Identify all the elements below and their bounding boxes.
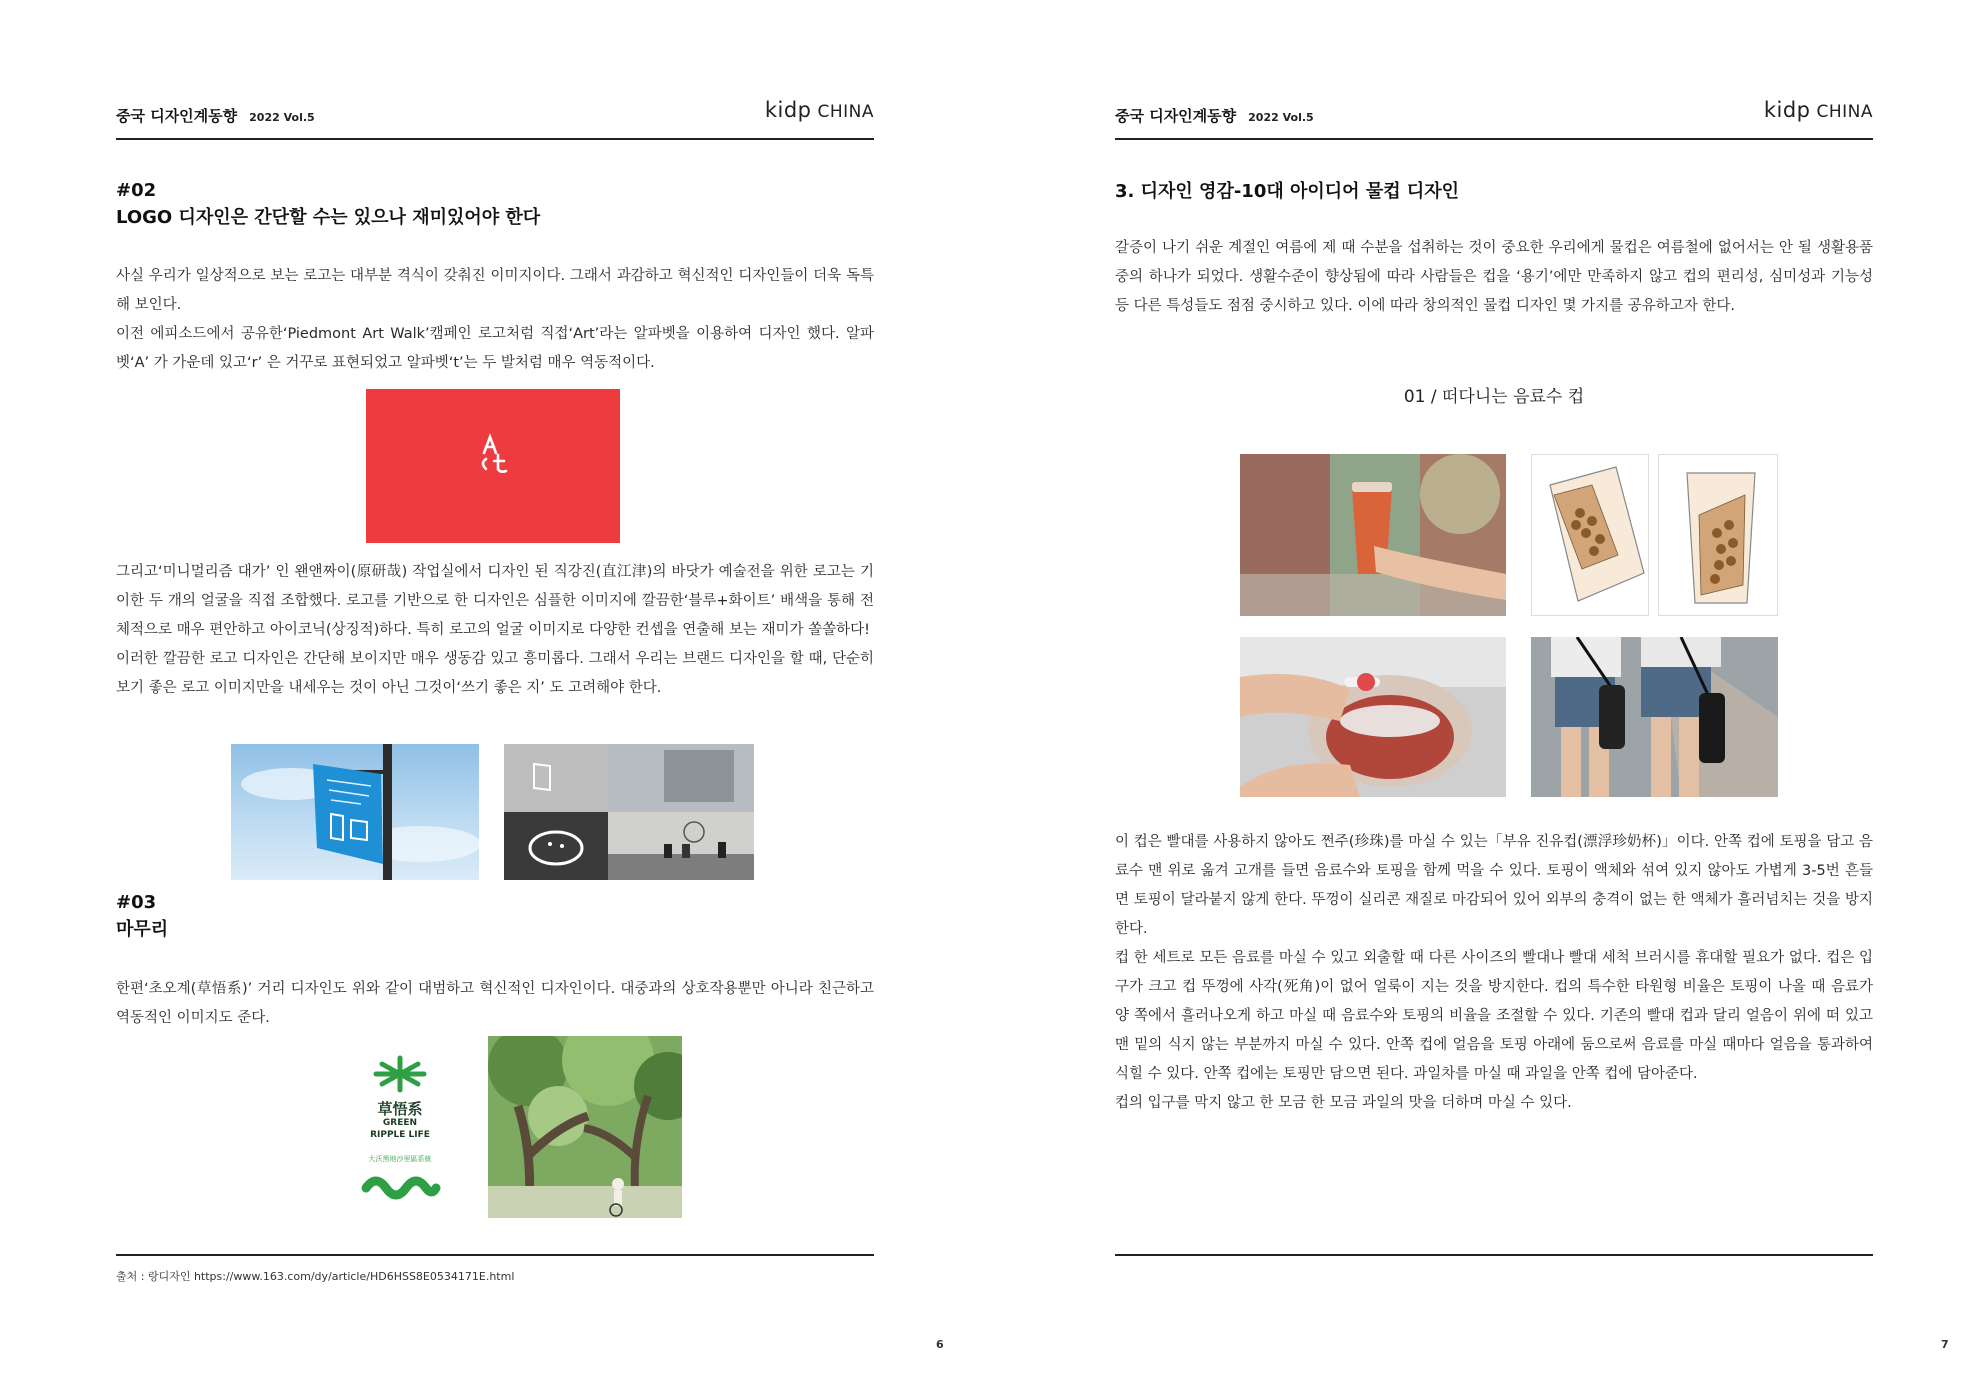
header-vol: 2022 Vol.5 [1248, 111, 1314, 124]
tree-photo-art [488, 1036, 682, 1218]
section-02-body [116, 558, 874, 703]
cup-diagram-upright [1658, 454, 1778, 616]
green-logo-mark-top [352, 1050, 448, 1098]
logo-kidp: kidp [764, 98, 812, 122]
body-paragraph: 컵의 입구를 막지 않고 한 모금 한 모금 과일의 맛을 더하며 마실 수 있다. [1115, 1095, 1572, 1111]
header-vol: 2022 Vol.5 [249, 111, 315, 124]
section-heading [1115, 178, 1873, 206]
page-header [1115, 92, 1873, 140]
source-citation: 출처 : 랑디자인 https://www.163.com/dy/article/HD6HSS8E0534171E.html [116, 1270, 515, 1283]
green-logo-cn: 草悟系 [377, 1100, 423, 1118]
section-number: #02 [116, 180, 157, 201]
cup-hand-photo [1240, 454, 1506, 616]
cup-diagram-tilted [1531, 454, 1649, 616]
cup-diagram-art [1532, 455, 1649, 616]
kidp-logo [1764, 98, 1873, 122]
logo-kidp: kidp [1763, 98, 1811, 122]
green-logo-en1: GREEN [382, 1118, 418, 1128]
banner-photo-art [231, 744, 479, 880]
face-logo-collage-photo [504, 744, 754, 880]
page-header [116, 92, 874, 140]
cup-lid-photo-art [1240, 637, 1506, 797]
intro-paragraph: 갈증이 나기 쉬운 계절인 여름에 제 때 수분을 섭취하는 것이 중요한 우리에게 물컵은 여름철에 없어서는 안 될 생활용품 중의 하나가 되었다. 생활수준이 향상됨에 따라 사람들은 컵을 ‘용기’에만 만족하지 않고 컵의 편리성, 심미성과 기능성 등 다른 특성들도 점점 중시하고 있다. 이에 따라 창의적인 물컵 디자인 몇 가지를 공유하고자 한다. [1115, 240, 1873, 314]
section-03-heading [116, 890, 874, 944]
header-title-text: 중국 디자인계동향 [116, 107, 238, 125]
page-number: 6 [936, 1338, 944, 1351]
body-block [1115, 828, 1873, 1118]
paragraph: 사실 우리가 일상적으로 보는 로고는 대부분 격식이 갖춰진 이미지이다. 그래서 과감하고 혁신적인 디자인들이 더욱 독특해 보인다. [116, 268, 874, 313]
section-title: 마무리 [116, 919, 169, 940]
cup-hand-photo-art [1240, 454, 1506, 616]
green-ripple-life-logo [352, 1050, 448, 1210]
paragraph: 이전 에피소드에서 공유한‘Piedmont Art Walk’캠페인 로고처럼 직접‘Art’라는 알파벳을 이용하여 디자인 했다. 알파벳‘A’ 가 가운데 있고‘r’ 은 거꾸로 표현되었고 알파벳‘t’는 두 발처럼 매우 역동적이다. [116, 326, 874, 371]
intro-block [1115, 234, 1873, 321]
paragraph: 그리고‘미니멀리즘 대가’ 인 왠앤짜이(原研哉) 작업실에서 디자인 된 직강진(直江津)의 바닷가 예술전을 위한 로고는 기이한 두 개의 얼굴을 직접 조합했다. 로고를 기반으로 한 디자인은 심플한 이미지에 깔끔한‘블루+화이트’ 배색을 통해 전체적으로 매우 편안하고 아이코닉(상징적)하다. 특히 로고의 얼굴 이미지로 다양한 컨셉을 연출해 보는 재미가 쏠쏠하다! [116, 564, 874, 638]
section-title: LOGO 디자인은 간단할 수는 있으나 재미있어야 한다 [116, 207, 541, 228]
right-page [995, 0, 1986, 1380]
logo-china: CHINA [1816, 102, 1873, 122]
green-logo-sub: 大沃黑地沙里區系統 [368, 1155, 432, 1163]
section-02-intro [116, 262, 874, 378]
collage-photo-art [504, 744, 754, 880]
footer-rule [1115, 1254, 1873, 1256]
section-number: #03 [116, 892, 157, 913]
body-paragraph: 컵 한 세트로 모든 음료를 마실 수 있고 외출할 때 다른 사이즈의 빨대나 빨대 세척 브러시를 휴대할 필요가 없다. 컵은 입구가 크고 컵 뚜껑에 사각(死角)이 없어 얼룩이 지는 것을 방지한다. 컵의 특수한 타원형 비율은 토핑이 나올 때 음료가 양 쪽에서 흘러나오게 하고 마실 때 음료수와 토핑의 비율을 조절할 수 있다. 기존의 빨대 컵과 달리 얼음이 위에 떠 있고 맨 밑의 식지 않는 부분까지 마실 수 있다. 안쪽 컵에 얼음을 토핑 아래에 둠으로써 음료를 마실 때마다 얼음을 통과하여 식힐 수 있다. 안쪽 컵에는 토핑만 담으면 된다. 과일차를 마실 때 과일을 안쪽 컵에 담아준다. [1115, 950, 1873, 1082]
blue-banner-photo [231, 744, 479, 880]
footer-rule [116, 1254, 874, 1256]
tree-street-photo [488, 1036, 682, 1218]
logo-china: CHINA [817, 102, 874, 122]
section-03-body [116, 975, 874, 1033]
paragraph: 한편‘초오계(草悟系)’ 거리 디자인도 위와 같이 대범하고 혁신적인 디자인이다. 대중과의 상호작용뿐만 아니라 친근하고 역동적인 이미지도 준다. [116, 981, 874, 1026]
section-title: 3. 디자인 영감-10대 아이디어 물컵 디자인 [1115, 181, 1460, 202]
art-logo-glyph [366, 389, 620, 543]
cup-strap-photo-art [1531, 637, 1778, 797]
page-number: 7 [1941, 1338, 1949, 1351]
cup-strap-photo [1531, 637, 1778, 797]
header-title [1115, 105, 1314, 126]
body-paragraph: 이 컵은 빨대를 사용하지 않아도 쩐주(珍珠)를 마실 수 있는「부유 진유컵(漂浮珍奶杯)」이다. 안쪽 컵에 토핑을 담고 음료수 맨 위로 옮겨 고개를 들면 음료수와 토핑을 함께 먹을 수 있다. 토핑이 액체와 섞여 있지 않아도 가볍게 3-5번 흔들면 토핑이 달라붙지 않게 한다. 뚜껑이 실리콘 재질로 마감되어 있어 외부의 충격이 없는 한 액체가 흘러넘치는 것을 방지한다. [1115, 834, 1873, 937]
green-logo-mark-bottom [352, 1168, 448, 1208]
item-title: 01 / 떠다니는 음료수 컵 [1403, 387, 1585, 407]
art-walk-logo-image [366, 389, 620, 543]
green-logo-en2: RIPPLE LIFE [370, 1130, 430, 1140]
cup-diagram-art [1659, 455, 1778, 616]
cup-lid-photo [1240, 637, 1506, 797]
header-title-text: 중국 디자인계동향 [1115, 107, 1237, 125]
header-title [116, 105, 315, 126]
paragraph: 이러한 깔끔한 로고 디자인은 간단해 보이지만 매우 생동감 있고 흥미롭다. 그래서 우리는 브랜드 디자인을 할 때, 단순히 보기 좋은 로고 이미지만을 내세우는 것이 아닌 그것이‘쓰기 좋은 지’ 도 고려해야 한다. [116, 651, 874, 696]
kidp-logo [765, 98, 874, 122]
section-02-heading [116, 178, 874, 232]
